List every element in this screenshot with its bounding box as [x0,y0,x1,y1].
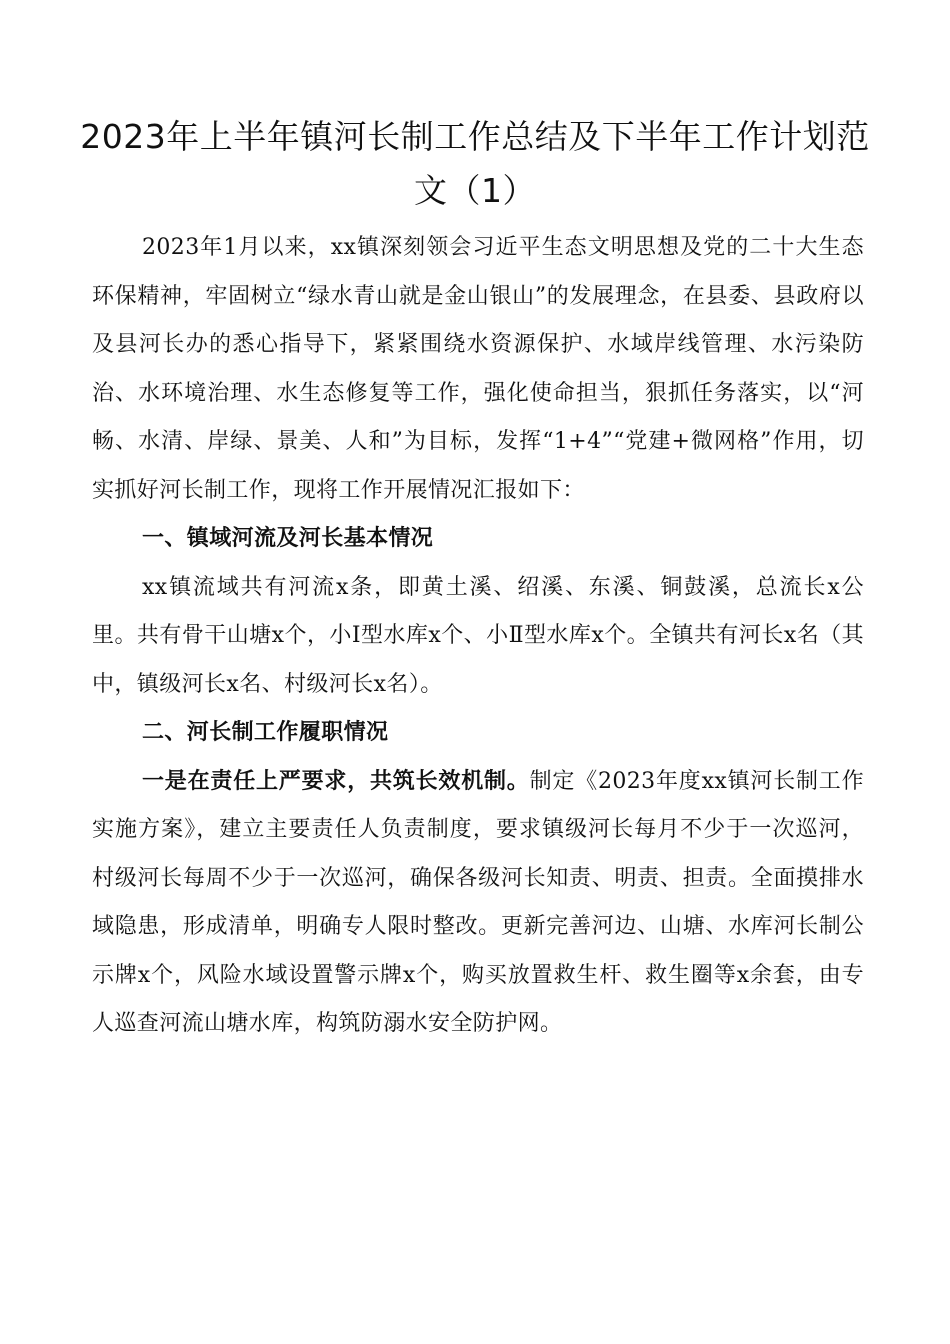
section-2-text: 制定《2023年度xx镇河长制工作实施方案》，建立主要责任人负责制度，要求镇级河长每月不少于一次巡河，村级河长每周不少于一次巡河，确保各级河长知责、明责、担责。全面摸排水域隐患，形成清单，明确专人限时整改。更新完善河边、山塘、水库河长制公示牌x个，风险水域设置警示牌x个，购买放置救生杆、救生圈等x余套，由专人巡查河流山塘水库，构筑防溺水安全防护网。 [92,768,864,1036]
intro-paragraph: 2023年1月以来，xx镇深刻领会习近平生态文明思想及党的二十大生态环保精神，牢固树立“绿水青山就是金山银山”的发展理念，在县委、县政府以及县河长办的悉心指导下，紧紧围绕水资源保护、水域岸线管理、水污染防治、水环境治理、水生态修复等工作，强化使命担当，狠抓任务落实，以“河畅、水清、岸绿、景美、人和”为目标，发挥“1+4”“党建+微网格”作用，切实抓好河长制工作，现将工作开展情况汇报如下： [92,235,864,503]
section-2-lead-sentence: 一是在责任上严要求，共筑长效机制。 [142,768,530,794]
section-1-paragraph: xx镇流域共有河流x条，即黄土溪、绍溪、东溪、铜鼓溪，总流长x公里。共有骨干山塘x个，小Ⅰ型水库x个、小Ⅱ型水库x个。全镇共有河长x名（其中，镇级河长x名、村级河长x名）。 [92,574,864,697]
document-body [92,224,864,1049]
section-heading-1: 一、镇域河流及河长基本情况 [142,526,434,551]
document-title: 2023年上半年镇河长制工作总结及下半年工作计划范文（1） [80,117,870,210]
section-2-paragraph [92,758,864,1049]
section-heading-2: 二、河长制工作履职情况 [142,720,389,745]
